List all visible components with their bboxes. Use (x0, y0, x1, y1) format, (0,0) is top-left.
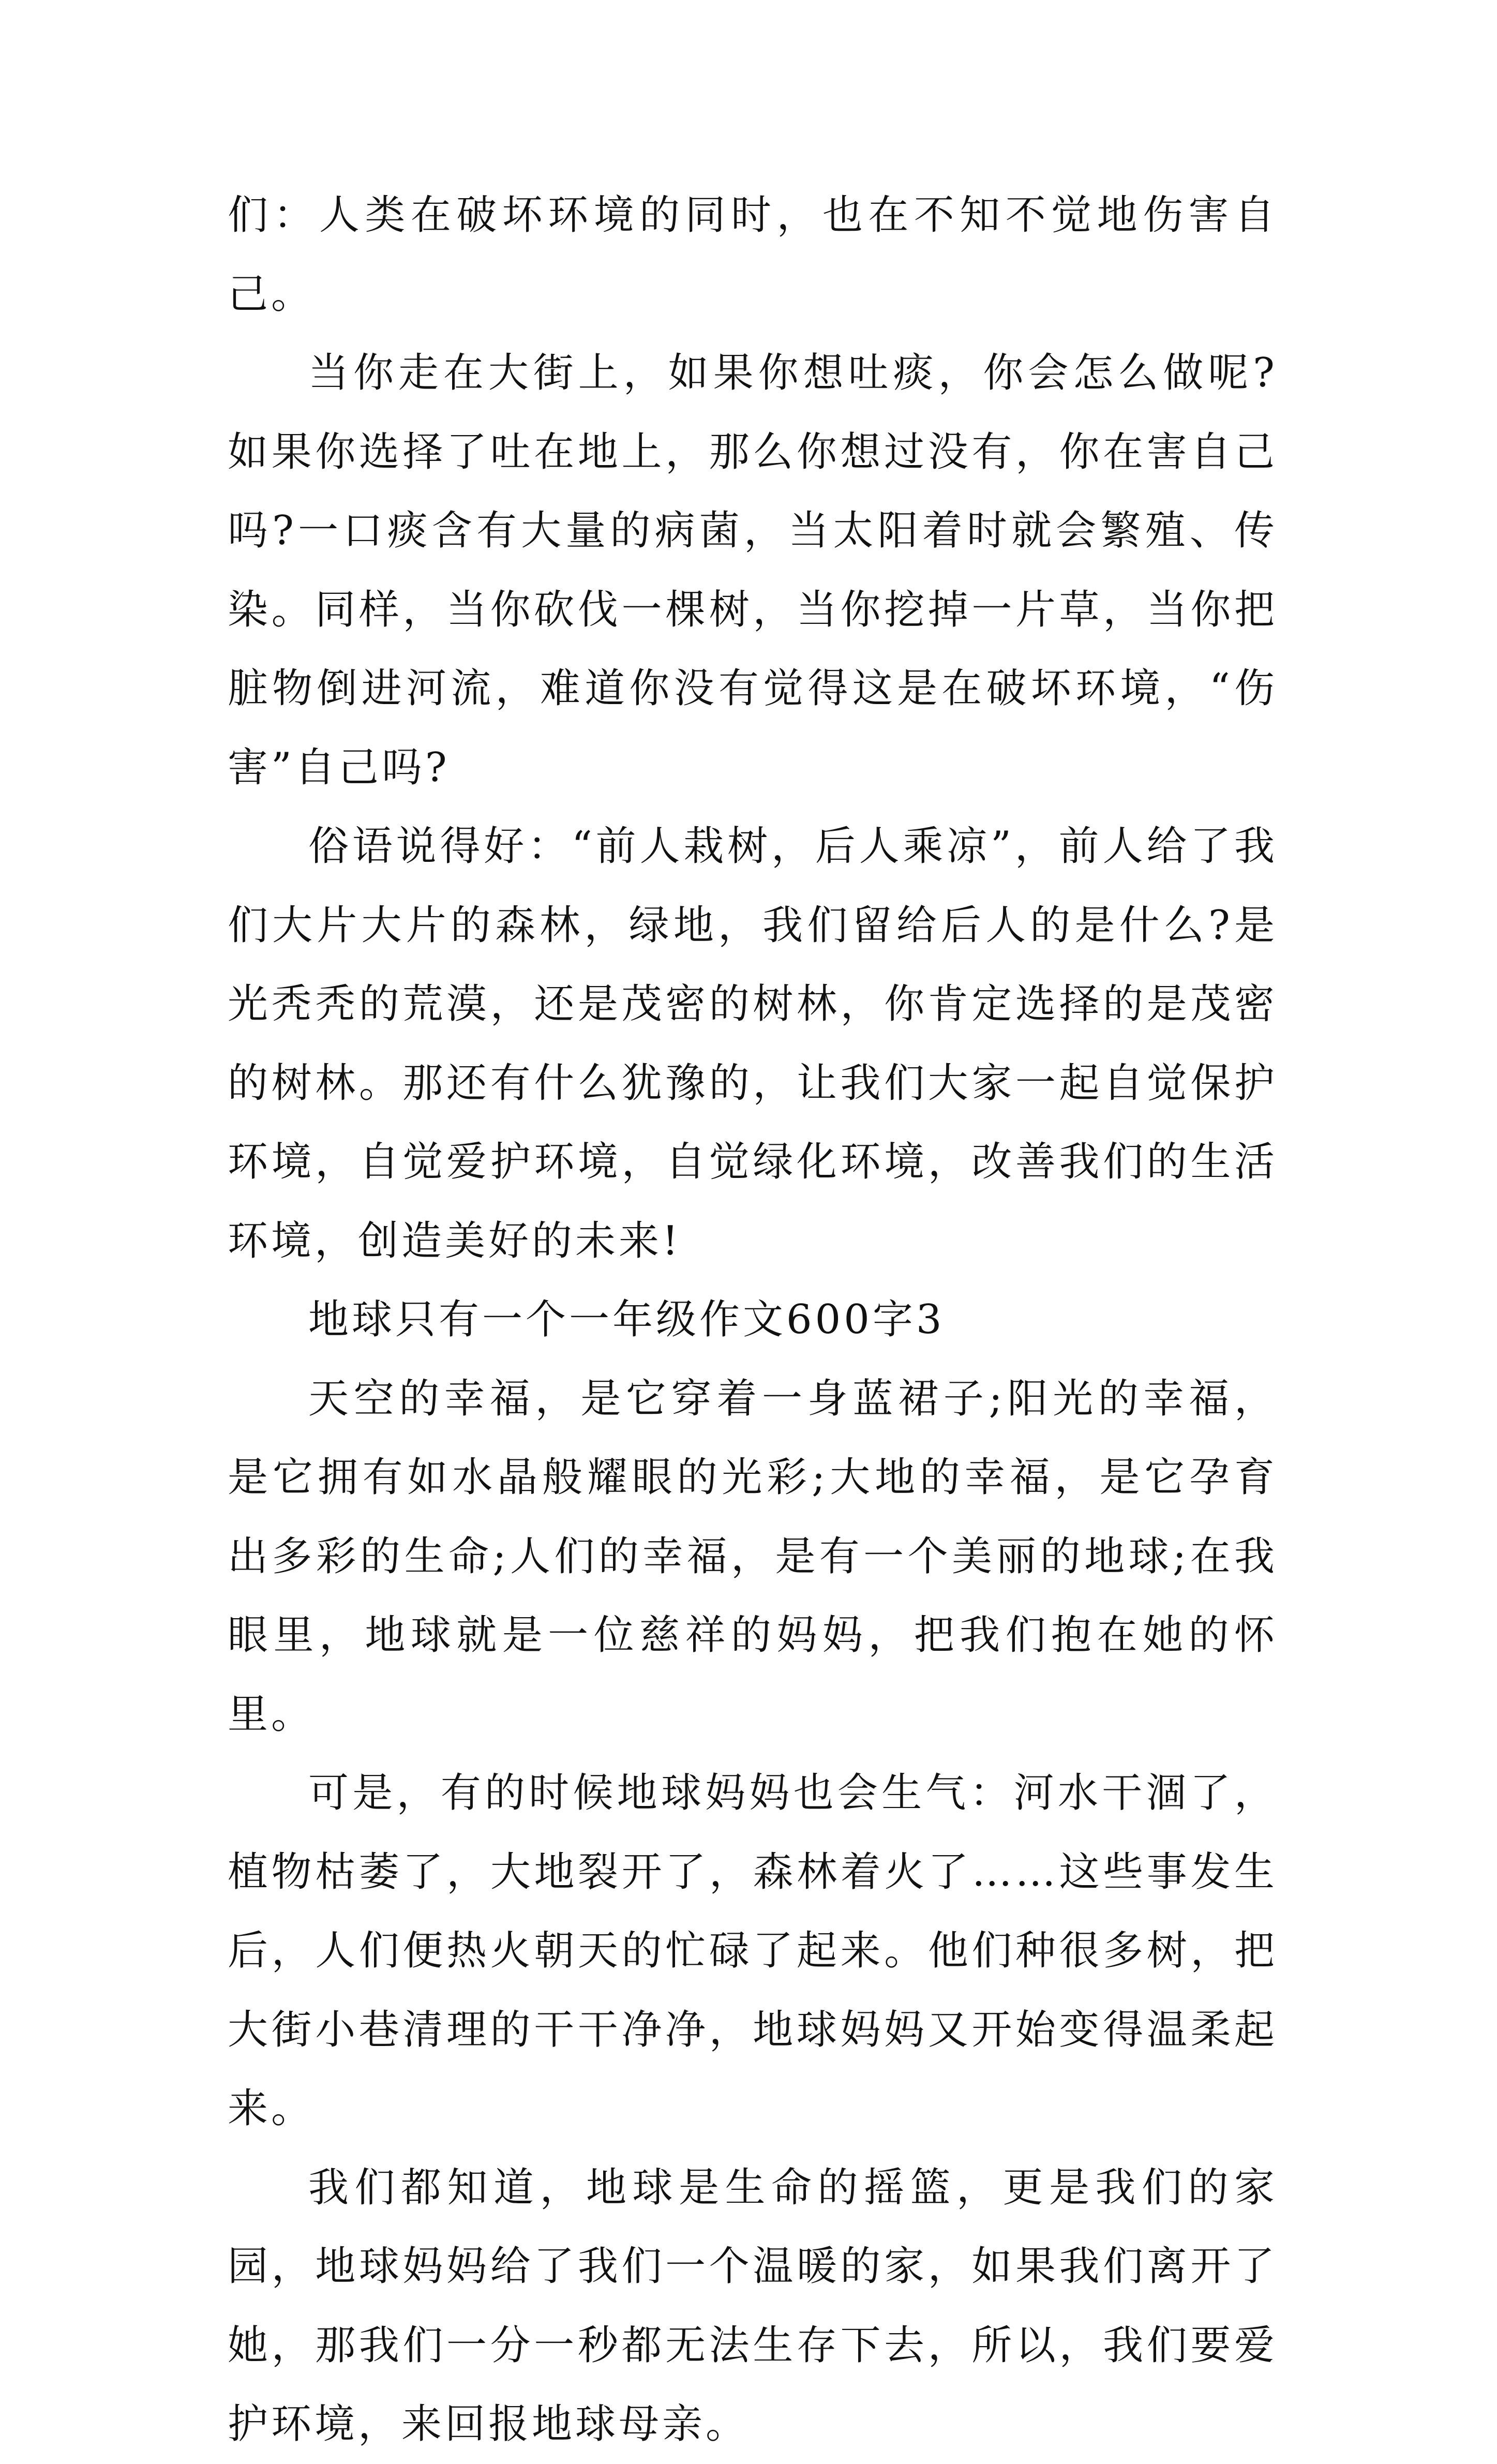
paragraph-spitting: 当你走在大街上，如果你想吐痰，你会怎么做呢?如果你选择了吐在地上，那么你想过没有，你在害自己吗?一口痰含有大量的病菌，当太阳着时就会繁殖、传染。同样，当你砍伐一棵树，当你挖掉一片草，当你把脏物倒进河流，难道你没有觉得这是在破坏环境，“伤害”自己吗? (228, 350, 1278, 791)
paragraph-proverb: 俗语说得好：“前人栽树，后人乘凉”，前人给了我们大片大片的森林，绿地，我们留给后人的是什么?是光秃秃的荒漠，还是茂密的树林，你肯定选择的是茂密的树林。那还有什么犹豫的，让我们大家一起自觉保护环境，自觉爱护环境，自觉绿化环境，改善我们的生活环境，创造美好的未来! (228, 823, 1278, 1264)
essay-body (228, 176, 1278, 2464)
paragraph-continuation: 们：人类在破坏环境的同时，也在不知不觉地伤害自己。 (228, 192, 1278, 318)
paragraph-earth-angry: 可是，有的时候地球妈妈也会生气：河水干涸了，植物枯萎了，大地裂开了，森林着火了……这些事发生后，人们便热火朝天的忙碌了起来。他们种很多树，把大街小巷清理的干干净净，地球妈妈又开始变得温柔起来。 (228, 1770, 1278, 2132)
essay-title: 地球只有一个一年级作文600字3 (308, 1296, 945, 1343)
paragraph-conclusion: 我们都知道，地球是生命的摇篮，更是我们的家园，地球妈妈给了我们一个温暖的家，如果我们离开了她，那我们一分一秒都无法生存下去，所以，我们要爱护环境，来回报地球母亲。 (228, 2164, 1278, 2447)
paragraph-happiness: 天空的幸福，是它穿着一身蓝裙子;阳光的幸福，是它拥有如水晶般耀眼的光彩;大地的幸福，是它孕育出多彩的生命;人们的幸福，是有一个美丽的地球;在我眼里，地球就是一位慈祥的妈妈，把我们抱在她的怀里。 (228, 1375, 1278, 1738)
